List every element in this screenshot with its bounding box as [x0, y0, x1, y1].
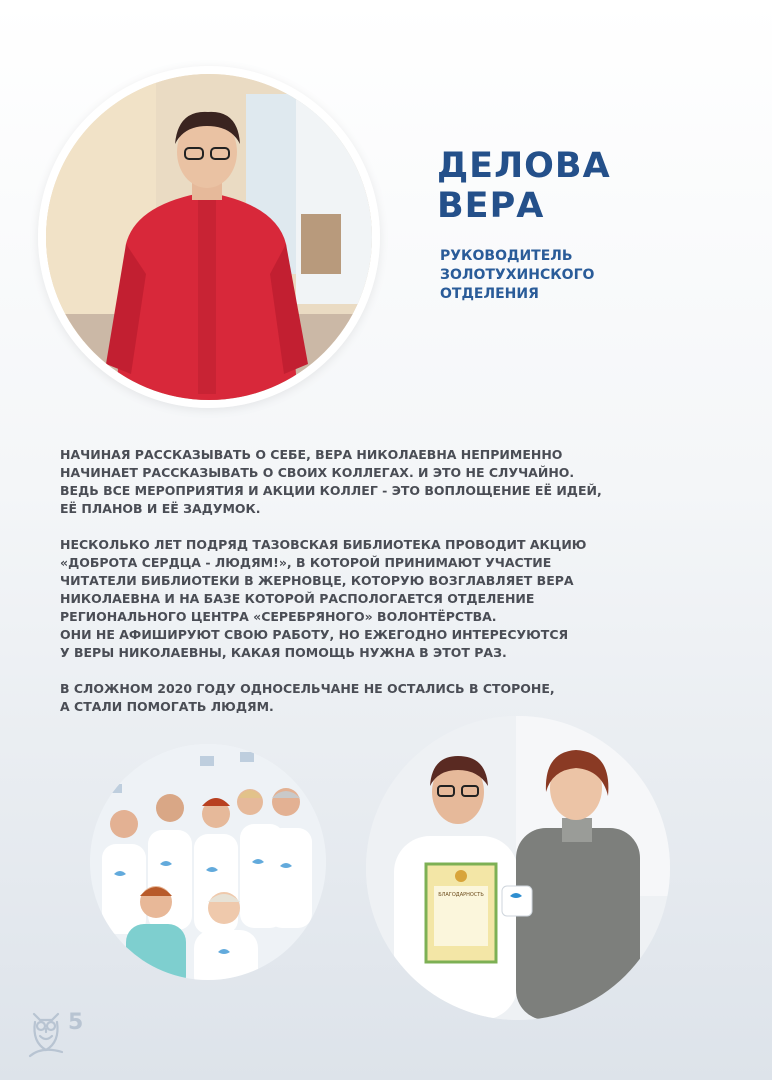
text-line: ЧИТАТЕЛИ БИБЛИОТЕКИ В ЖЕРНОВЦЕ, КОТОРУЮ ВОЗГЛАВЛЯЕТ ВЕРА [60, 573, 574, 588]
portrait-illustration [46, 74, 372, 400]
text-line: НАЧИНАЯ РАССКАЗЫВАТЬ О СЕБЕ, ВЕРА НИКОЛАЕВНА НЕПРИМЕННО [60, 447, 563, 462]
role-line-1: РУКОВОДИТЕЛЬ [440, 248, 573, 264]
text-line: НАЧИНАЕТ РАССКАЗЫВАТЬ О СВОИХ КОЛЛЕГАХ. И ЭТО НЕ СЛУЧАЙНО. [60, 465, 575, 480]
name-line-2: ВЕРА [437, 186, 545, 226]
role-line-2: ЗОЛОТУХИНСКОГО [440, 267, 595, 283]
text-line: ОНИ НЕ АФИШИРУЮТ СВОЮ РАБОТУ, НО ЕЖЕГОДНО ИНТЕРЕСУЮТСЯ [60, 627, 569, 642]
text-line: РЕГИОНАЛЬНОГО ЦЕНТРА «СЕРЕБРЯНОГО» ВОЛОНТЁРСТВА. [60, 609, 497, 624]
text-line: НИКОЛАЕВНА И НА БАЗЕ КОТОРОЙ РАСПОЛОГАЕТСЯ ОТДЕЛЕНИЕ [60, 591, 535, 606]
paragraph-1 [60, 446, 720, 518]
footer-logo [26, 1006, 83, 1060]
group-illustration [90, 744, 326, 980]
paragraph-2 [60, 536, 720, 662]
owl-icon [26, 1006, 66, 1060]
certificate-illustration [366, 716, 670, 1020]
text-line: «ДОБРОТА СЕРДЦА - ЛЮДЯМ!», В КОТОРОЙ ПРИНИМАЮТ УЧАСТИЕ [60, 555, 552, 570]
text-line: ЕЁ ПЛАНОВ И ЕЁ ЗАДУМОК. [60, 501, 261, 516]
person-role [440, 247, 594, 304]
certificate-title: БЛАГОДАРНОСТЬ [438, 892, 484, 898]
group-photo [90, 744, 326, 980]
text-line: В СЛОЖНОМ 2020 ГОДУ ОДНОСЕЛЬЧАНЕ НЕ ОСТАЛИСЬ В СТОРОНЕ, [60, 681, 555, 696]
paragraph-3 [60, 680, 720, 716]
person-name [437, 146, 611, 226]
certificate-photo [366, 716, 670, 1020]
text-line: У ВЕРЫ НИКОЛАЕВНЫ, КАКАЯ ПОМОЩЬ НУЖНА В ЭТОТ РАЗ. [60, 645, 507, 660]
role-line-3: ОТДЕЛЕНИЯ [440, 286, 539, 302]
article-body [60, 446, 720, 734]
portrait-photo [38, 66, 380, 408]
text-line: А СТАЛИ ПОМОГАТЬ ЛЮДЯМ. [60, 699, 274, 714]
text-line: НЕСКОЛЬКО ЛЕТ ПОДРЯД ТАЗОВСКАЯ БИБЛИОТЕКА ПРОВОДИТ АКЦИЮ [60, 537, 587, 552]
name-line-1: ДЕЛОВА [437, 146, 611, 186]
page-number: 5 [68, 1009, 84, 1035]
text-line: ВЕДЬ ВСЕ МЕРОПРИЯТИЯ И АКЦИИ КОЛЛЕГ - ЭТО ВОПЛОЩЕНИЕ ЕЁ ИДЕЙ, [60, 483, 602, 498]
